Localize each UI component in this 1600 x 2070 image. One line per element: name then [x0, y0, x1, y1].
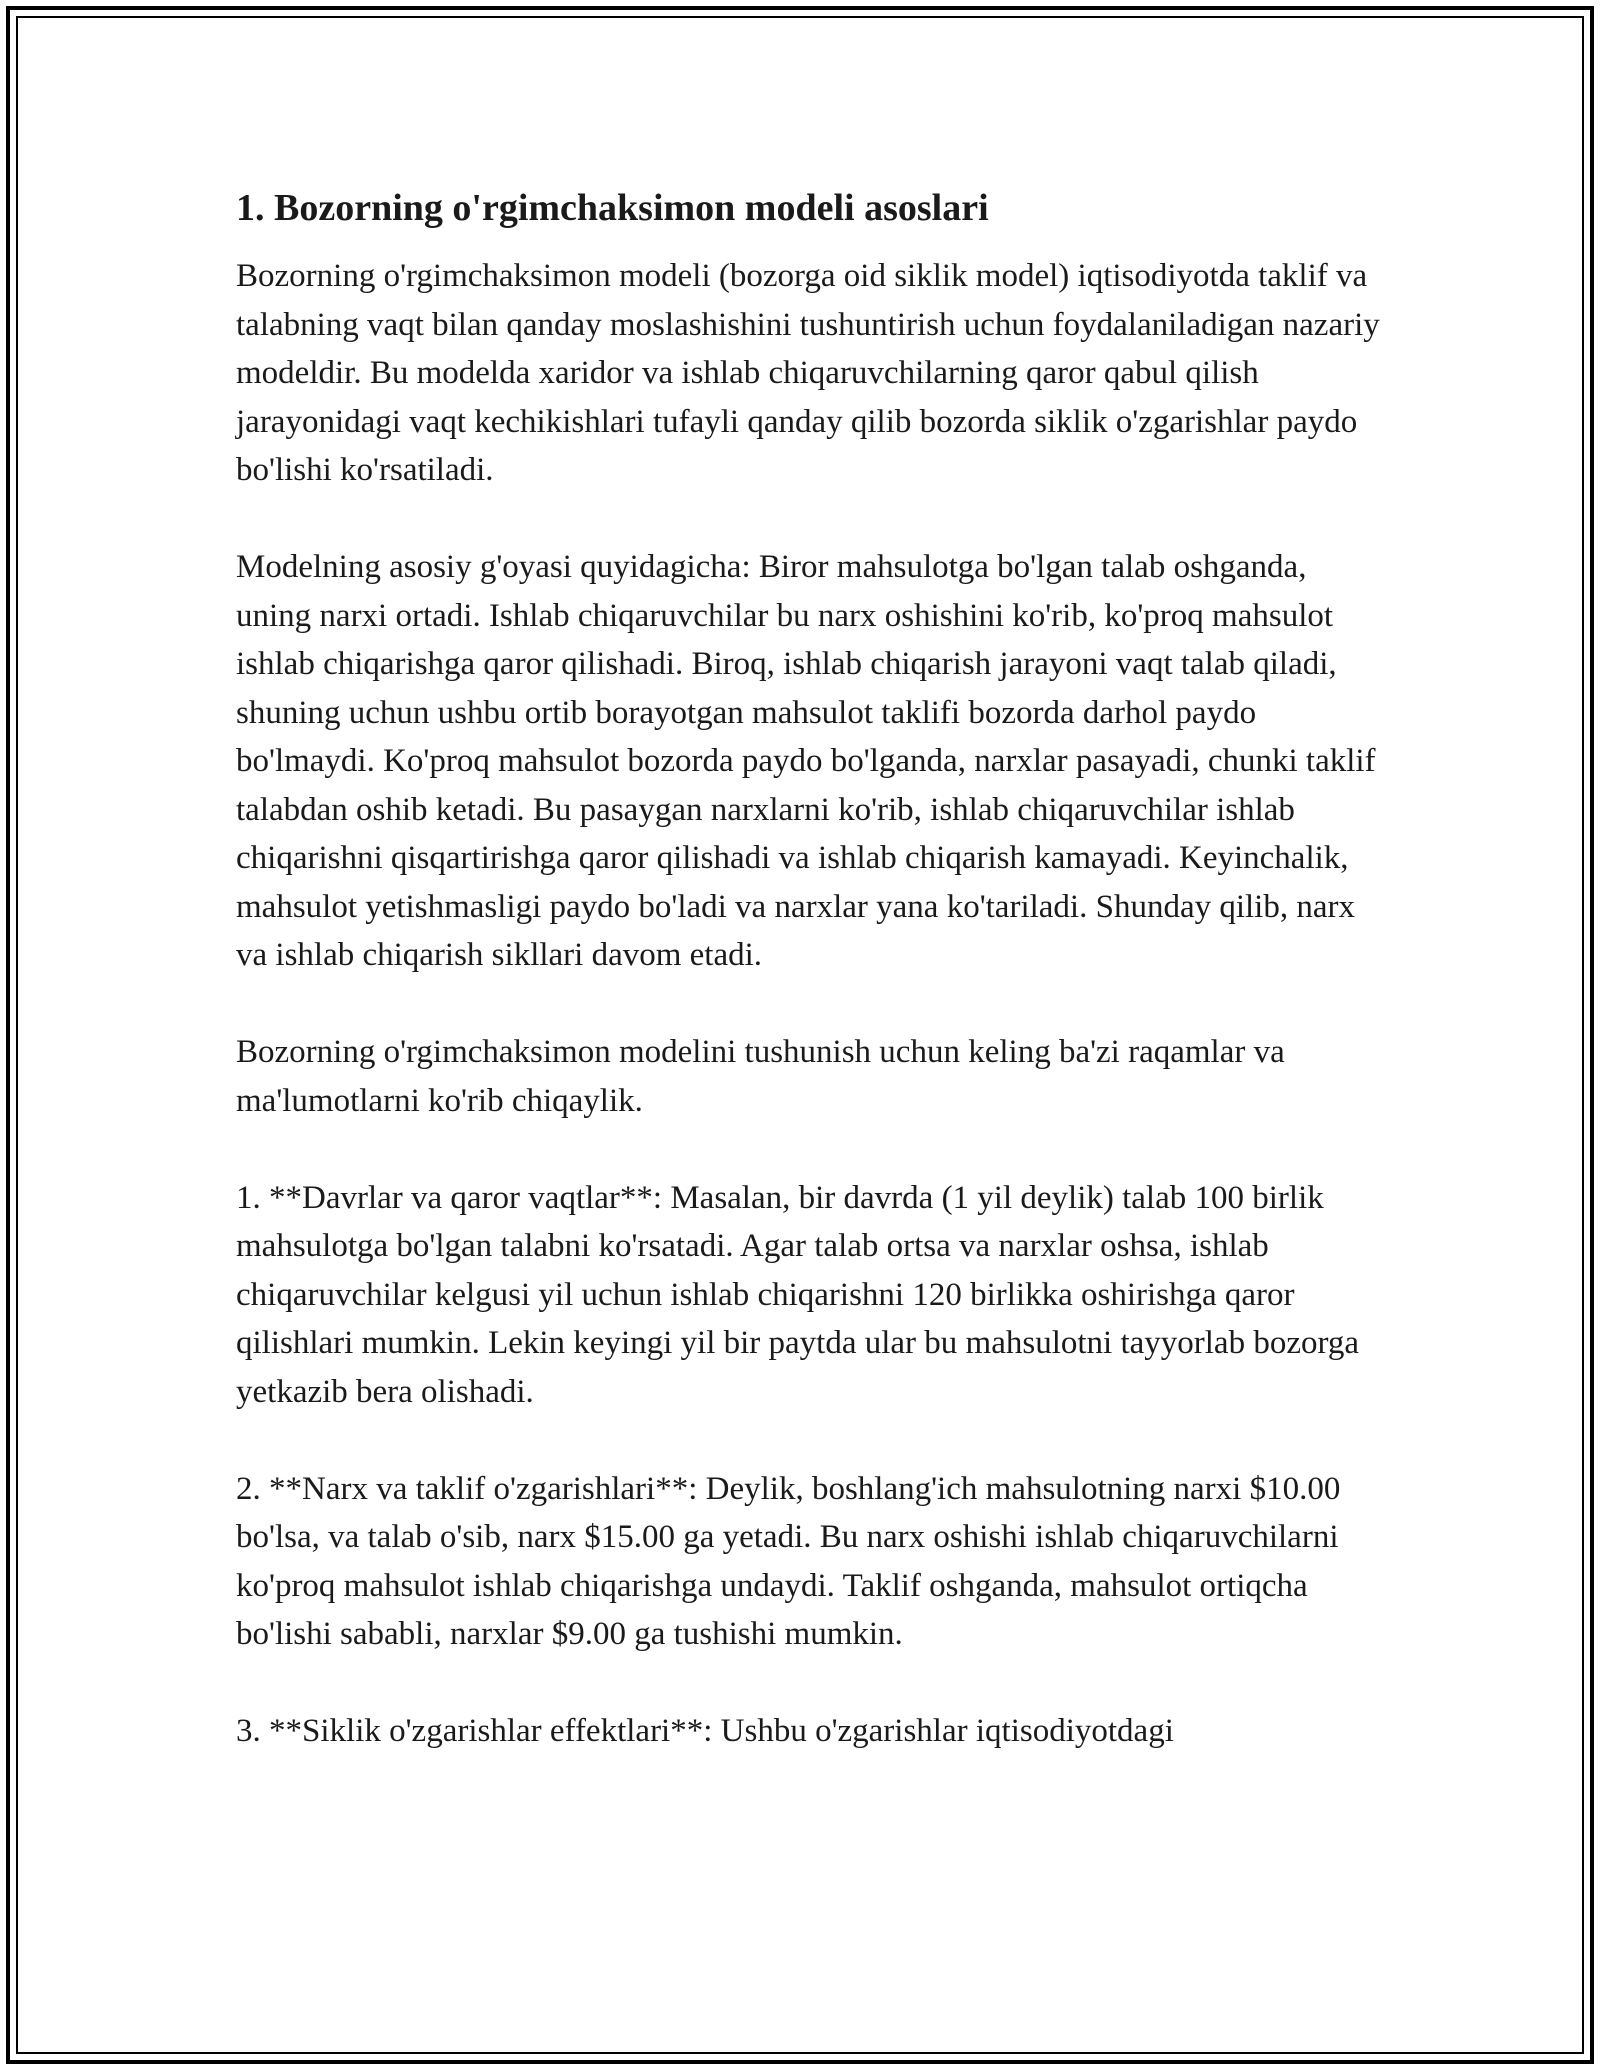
list-item-price-supply: 2. **Narx va taklif o'zgarishlari**: Deylik, boshlang'ich mahsulotning narxi $10.00 bo'lsa, va talab o'sib, narx $15.00 ga yetadi. Bu narx oshishi ishlab chiqaruvchilarni ko'proq mahsulot ishlab chiqarishga undaydi. Taklif oshganda, mahsulot ortiqcha bo'lishi sababli, narxlar $9.00 ga tushishi mumkin. [236, 1470, 1341, 1652]
paragraph-main-idea: Modelning asosiy g'oyasi quyidagicha: Biror mahsulotga bo'lgan talab oshganda, uning narxi ortadi. Ishlab chiqaruvchilar bu narx oshishini ko'rib, ko'proq mahsulot ishlab chiqarishga qaror qilishadi. Biroq, ishlab chiqarish jarayoni vaqt talab qiladi, shuning uchun ushbu ortib borayotgan mahsulot taklifi bozorda darhol paydo bo'lmaydi. Ko'proq mahsulot bozorda paydo bo'lganda, narxlar pasayadi, chunki taklif talabdan oshib ketadi. Bu pasaygan narxlarni ko'rib, ishlab chiqaruvchilar ishlab chiqarishni qisqartirishga qaror qilishadi va ishlab chiqarish kamayadi. Keyinchalik, mahsulot yetishmasligi paydo bo'ladi va narxlar yana ko'tariladi. Shunday qilib, narx va ishlab chiqarish sikllari davom etadi. [236, 549, 1376, 973]
document-body [236, 184, 1386, 1804]
list-item-periods: 1. **Davrlar va qaror vaqtlar**: Masalan, bir davrda (1 yil deylik) talab 100 birlik mahsulotga bo'lgan talabni ko'rsatadi. Agar talab ortsa va narxlar oshsa, ishlab chiqaruvchilar kelgusi yil uchun ishlab chiqarishni 120 birlikka oshirishga qaror qilishlari mumkin. Lekin keyingi yil bir paytda ular bu mahsulotni tayyorlab bozorga yetkazib bera olishadi. [236, 1179, 1360, 1410]
section-heading: 1. Bozorning o'rgimchaksimon modeli asoslari [236, 187, 989, 229]
paragraph-intro: Bozorning o'rgimchaksimon modeli (bozorga oid siklik model) iqtisodiyotda taklif va talabning vaqt bilan qanday moslashishini tushuntirish uchun foydalaniladigan nazariy modeldir. Bu modelda xaridor va ishlab chiqaruvchilarning qaror qabul qilish jarayonidagi vaqt kechikishlari tufayli qanday qilib bozorda siklik o'zgarishlar paydo bo'lishi ko'rsatiladi. [236, 258, 1380, 488]
paragraph-transition: Bozorning o'rgimchaksimon modelini tushunish uchun keling ba'zi raqamlar va ma'lumotlarni ko'rib chiqaylik. [236, 1034, 1285, 1119]
list-item-cyclic-effects: 3. **Siklik o'zgarishlar effektlari**: Ushbu o'zgarishlar iqtisodiyotdagi [236, 1713, 1174, 1749]
